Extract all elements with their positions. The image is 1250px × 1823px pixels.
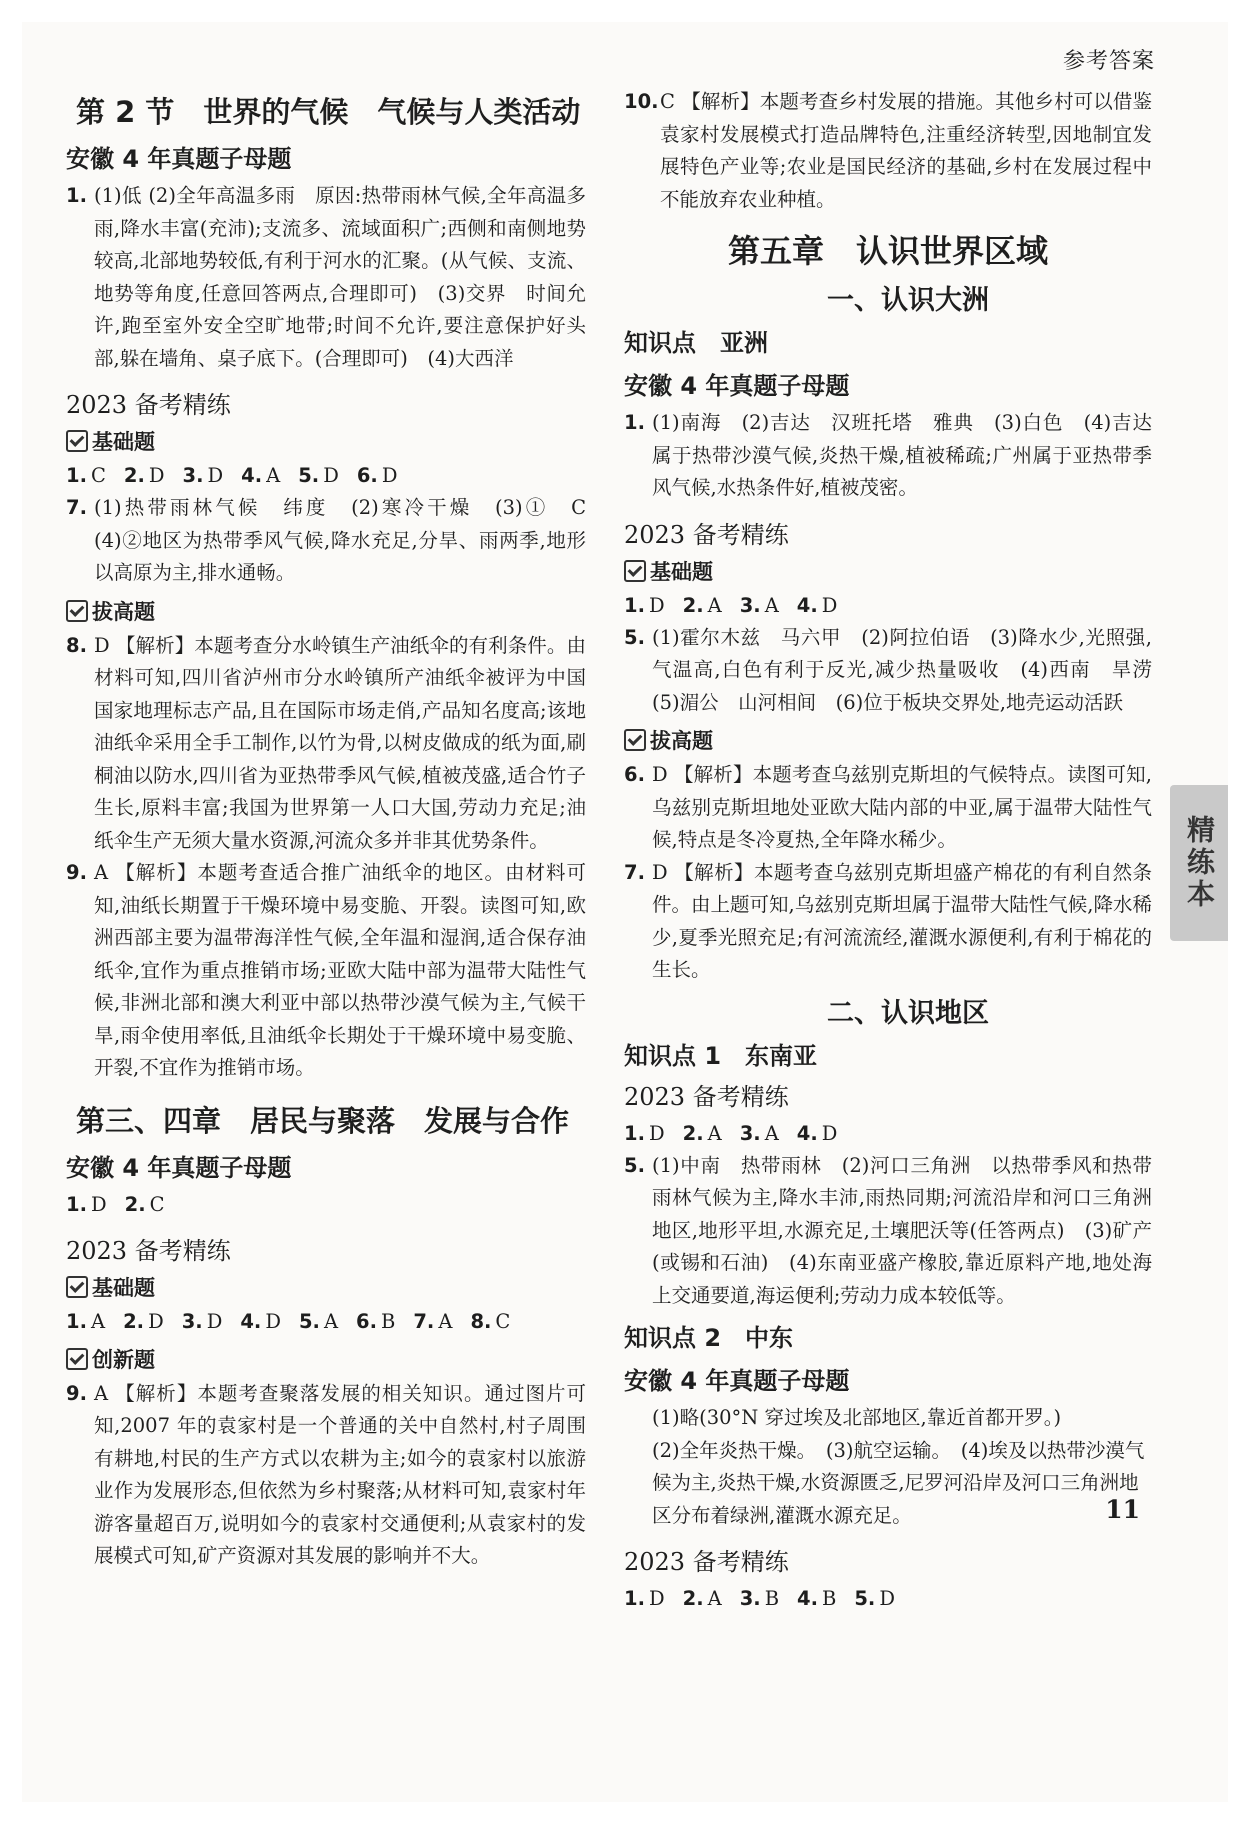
right-column bbox=[624, 86, 1172, 1615]
question-number: 8. bbox=[470, 1309, 492, 1333]
answer-choice: D bbox=[265, 1309, 281, 1333]
question-number: 2. bbox=[682, 1121, 704, 1145]
innovation-tag: 创新题 bbox=[66, 1344, 586, 1374]
answer-item: 1. (1)南海 (2)吉达 汉班托塔 雅典 (3)白色 (4)吉达属于热带沙漠气候,炎热干燥,植被稀疏;广州属于亚热带季风气候,水热条件好,植被茂密。 bbox=[624, 411, 1152, 499]
advanced-tag: 拔高题 bbox=[624, 725, 1152, 755]
question-number: 1. bbox=[624, 1587, 645, 1610]
question-number: 2. bbox=[123, 464, 145, 487]
checkbox-icon bbox=[66, 1348, 88, 1370]
answer-item: 9. A 【解析】本题考查聚落发展的相关知识。通过图片可知,2007 年的袁家村是一个普通的关中自然村,村子周围有耕地,村民的生产方式以农耕为主;如今的袁家村以旅游业作为发展形态,但依然为乡村聚落;从材料可知,袁家村年游客量超百万,说明如今的袁家村交通便利;从袁家村的发展模式可知,矿产资源对其发展的影响并不大。 bbox=[66, 1381, 586, 1567]
prep-heading: 2023 备考精练 bbox=[624, 1548, 789, 1576]
question-number: 5. bbox=[298, 464, 320, 487]
real-exam-heading: 安徽 4 年真题子母题 bbox=[624, 372, 850, 400]
answer-item: 9. A 【解析】本题考查适合推广油纸伞的地区。由材料可知,油纸长期置于干燥环境中易变脆、开裂。读图可知,欧洲西部主要为温带海洋性气候,全年温和湿润,适合保存油纸伞,宜作为重点推销市场;亚欧大陆中部为温带大陆性气候,非洲北部和澳大利亚中部以热带沙漠气候为主,气候干旱,雨伞使用率低,且油纸伞长期处于干燥环境中易变脆、开裂,不宜作为推销市场。 bbox=[66, 861, 586, 1079]
answer-line: (1)略(30°N 穿过埃及北部地区,靠近首都开罗。) bbox=[652, 1406, 1062, 1429]
answer-choice: D bbox=[148, 1309, 164, 1333]
answer-choice: D bbox=[821, 1121, 838, 1145]
answer-item: 5. (1)霍尔木兹 马六甲 (2)阿拉伯语 (3)降水少,光照强,气温高,白色有利于反光,减少热量吸收 (4)西南 旱涝 (5)湄公 山河相间 (6)位于板块交界处,地壳运动活跃 bbox=[624, 625, 1172, 714]
answer-choice: D bbox=[648, 1587, 665, 1610]
question-number: 6. bbox=[356, 1309, 378, 1333]
answer-choice: A bbox=[266, 464, 281, 487]
question-number: 2. bbox=[123, 1309, 145, 1333]
answer-row bbox=[624, 1583, 1152, 1615]
question-number: 2. bbox=[682, 593, 704, 617]
answer-item: 7. (1)热带雨林气候 纬度 (2)寒冷干燥 (3)① C (4)②地区为热带季风气候,降水充足,分旱、雨两季,地形以高原为主,排水通畅。 bbox=[66, 496, 606, 584]
answer-choice: C bbox=[149, 1192, 165, 1216]
answer-choice: A bbox=[764, 593, 779, 617]
knowledge-point: 知识点 亚洲 bbox=[624, 329, 768, 357]
page-header: 参考答案 bbox=[1062, 49, 1155, 74]
answer-choice: D bbox=[206, 1309, 223, 1333]
answer-choice: D bbox=[648, 1121, 665, 1145]
answer-choice: C bbox=[495, 1309, 511, 1333]
chapter-title: 第五章 认识世界区域 bbox=[727, 232, 1048, 270]
answer-row bbox=[66, 1189, 586, 1221]
answer-choice: B bbox=[764, 1587, 780, 1610]
question-number: 1. bbox=[624, 1121, 645, 1145]
checkbox-icon bbox=[66, 600, 88, 622]
prep-heading: 2023 备考精练 bbox=[624, 520, 789, 549]
part-title: 二、认识地区 bbox=[827, 997, 989, 1029]
question-number: 3. bbox=[739, 1121, 761, 1145]
question-number: 3. bbox=[739, 593, 761, 617]
answer-choice: A bbox=[90, 1309, 106, 1333]
real-exam-heading: 安徽 4 年真题子母题 bbox=[624, 1367, 850, 1395]
question-number: 6. bbox=[356, 464, 378, 487]
left-column bbox=[66, 86, 606, 1573]
question-number: 1. bbox=[66, 464, 87, 487]
answer-choice: D bbox=[879, 1587, 895, 1610]
question-number: 4. bbox=[797, 1587, 819, 1610]
answer-choice: D bbox=[148, 464, 165, 487]
question-number: 5. bbox=[298, 1309, 320, 1333]
question-number: 5. bbox=[854, 1587, 876, 1610]
question-number: 1. bbox=[624, 593, 645, 617]
answer-row bbox=[66, 460, 586, 492]
answer-choice: A bbox=[707, 1121, 722, 1145]
question-number: 3. bbox=[182, 464, 204, 487]
answer-choice: D bbox=[381, 464, 398, 487]
question-number: 2. bbox=[124, 1192, 146, 1216]
answer-choice: D bbox=[90, 1192, 107, 1216]
question-number: 3. bbox=[181, 1309, 203, 1333]
page-number: 11 bbox=[1105, 1495, 1140, 1524]
real-exam-heading: 安徽 4 年真题子母题 bbox=[66, 145, 292, 173]
answer-choice: A bbox=[707, 1587, 722, 1610]
checkbox-icon bbox=[624, 560, 646, 582]
basic-tag: 基础题 bbox=[66, 426, 586, 456]
checkbox-icon bbox=[624, 729, 646, 751]
answer-choice: A bbox=[707, 593, 722, 617]
answer-item: 8. D 【解析】本题考查分水岭镇生产油纸伞的有利条件。由材料可知,四川省泸州市分水岭镇所产油纸伞被评为中国国家地理标志产品,且在国际市场走俏,产品知名度高;该地油纸伞采用全手工制作,以竹为骨,以树皮做成的纸为面,刷桐油以防水,四川省为亚热带季风气候,植被茂盛,适合竹子生长,原料丰富;我国为世界第一人口大国,劳动力充足;油纸伞生产无须大量水资源,河流众多并非其优势条件。 bbox=[66, 633, 586, 852]
answer-choice: D bbox=[207, 464, 224, 487]
answer-choice: B bbox=[822, 1587, 837, 1610]
question-number: 7. bbox=[413, 1309, 435, 1333]
answer-row bbox=[624, 590, 1152, 622]
question-number: 4. bbox=[241, 464, 263, 487]
answer-choice: D bbox=[648, 593, 665, 617]
answer-choice: A bbox=[323, 1309, 339, 1333]
question-number: 1. bbox=[66, 1309, 87, 1333]
question-number: 4. bbox=[240, 1309, 262, 1333]
prep-heading: 2023 备考精练 bbox=[624, 1082, 789, 1111]
answer-choice: D bbox=[323, 464, 339, 487]
section-title: 第 2 节 世界的气候 气候与人类活动 bbox=[76, 95, 581, 129]
answer-row bbox=[624, 1118, 1152, 1150]
answer-choice: A bbox=[764, 1121, 779, 1145]
part-title: 一、认识大洲 bbox=[827, 285, 989, 316]
question-number: 3. bbox=[739, 1587, 761, 1610]
knowledge-point: 知识点 1 东南亚 bbox=[624, 1041, 818, 1070]
knowledge-point: 知识点 2 中东 bbox=[624, 1324, 794, 1352]
section-title: 第三、四章 居民与聚落 发展与合作 bbox=[76, 1103, 570, 1138]
answer-line: (2)全年炎热干燥。 (3)航空运输。 (4)埃及以热带沙漠气候为主,炎热干燥,水资源匮乏,尼罗河沿岸及河口三角洲地区分布着绿洲,灌溉水源充足。 bbox=[652, 1438, 1145, 1527]
checkbox-icon bbox=[66, 1276, 88, 1298]
prep-heading: 2023 备考精练 bbox=[66, 1236, 231, 1265]
answer-choice: A bbox=[438, 1309, 453, 1333]
question-number: 4. bbox=[796, 593, 818, 617]
answer-choice: B bbox=[381, 1309, 396, 1333]
answer-choice: C bbox=[90, 464, 106, 487]
question-number: 1. bbox=[66, 1192, 87, 1216]
answer-item: 7. D 【解析】本题考查乌兹别克斯坦盛产棉花的有利自然条件。由上题可知,乌兹别克斯坦属于温带大陆性气候,降水稀少,夏季光照充足;有河流流经,灌溉水源便利,有利于棉花的生长。 bbox=[624, 860, 1152, 981]
question-number: 4. bbox=[796, 1121, 818, 1145]
checkbox-icon bbox=[66, 430, 88, 452]
answer-item: 5. (1)中南 热带雨林 (2)河口三角洲 以热带季风和热带雨林气候为主,降水丰沛,雨热同期;河流沿岸和河口三角洲地区,地形平坦,水源充足,土壤肥沃等(任答两点) (3)矿产(或锡和石油) (4)东南亚盛产橡胶,靠近原料产地,地处海上交通要道,海运便利;劳动力成本较低等。 bbox=[624, 1153, 1152, 1307]
answer-item: 6. D 【解析】本题考查乌兹别克斯坦的气候特点。读图可知,乌兹别克斯坦地处亚欧大陆内部的中亚,属于温带大陆性气候,特点是冬冷夏热,全年降水稀少。 bbox=[624, 763, 1152, 851]
answer-choice: D bbox=[821, 593, 838, 617]
side-tab bbox=[1170, 785, 1228, 941]
prep-heading: 2023 备考精练 bbox=[66, 391, 231, 419]
answer-row bbox=[66, 1306, 586, 1338]
basic-tag: 基础题 bbox=[624, 556, 1152, 586]
answer-item: 10.C 【解析】本题考查乡村发展的措施。其他乡村可以借鉴袁家村发展模式打造品牌特色,注重经济转型,因地制宜发展特色产业等;农业是国民经济的基础,乡村在发展过程中不能放弃农业种植。 bbox=[624, 90, 1152, 211]
question-number: 2. bbox=[682, 1587, 704, 1610]
advanced-tag: 拔高题 bbox=[66, 596, 586, 626]
real-exam-heading: 安徽 4 年真题子母题 bbox=[66, 1153, 292, 1182]
side-tab-label: 精练本 bbox=[1183, 815, 1216, 911]
basic-tag: 基础题 bbox=[66, 1272, 586, 1302]
answer-item: 1. (1)低 (2)全年高温多雨 原因:热带雨林气候,全年高温多雨,降水丰富(充沛);支流多、流域面积广;西侧和南侧地势较高,北部地势较低,有利于河水的汇聚。(从气候、支流、地势等角度,任意回答两点,合理即可) (3)交界 时间允许,跑至室外安全空旷地带;时间不允许,要注意保护好头部,躲在墙角、桌子底下。(合理即可) (4)大西洋 bbox=[66, 184, 586, 370]
